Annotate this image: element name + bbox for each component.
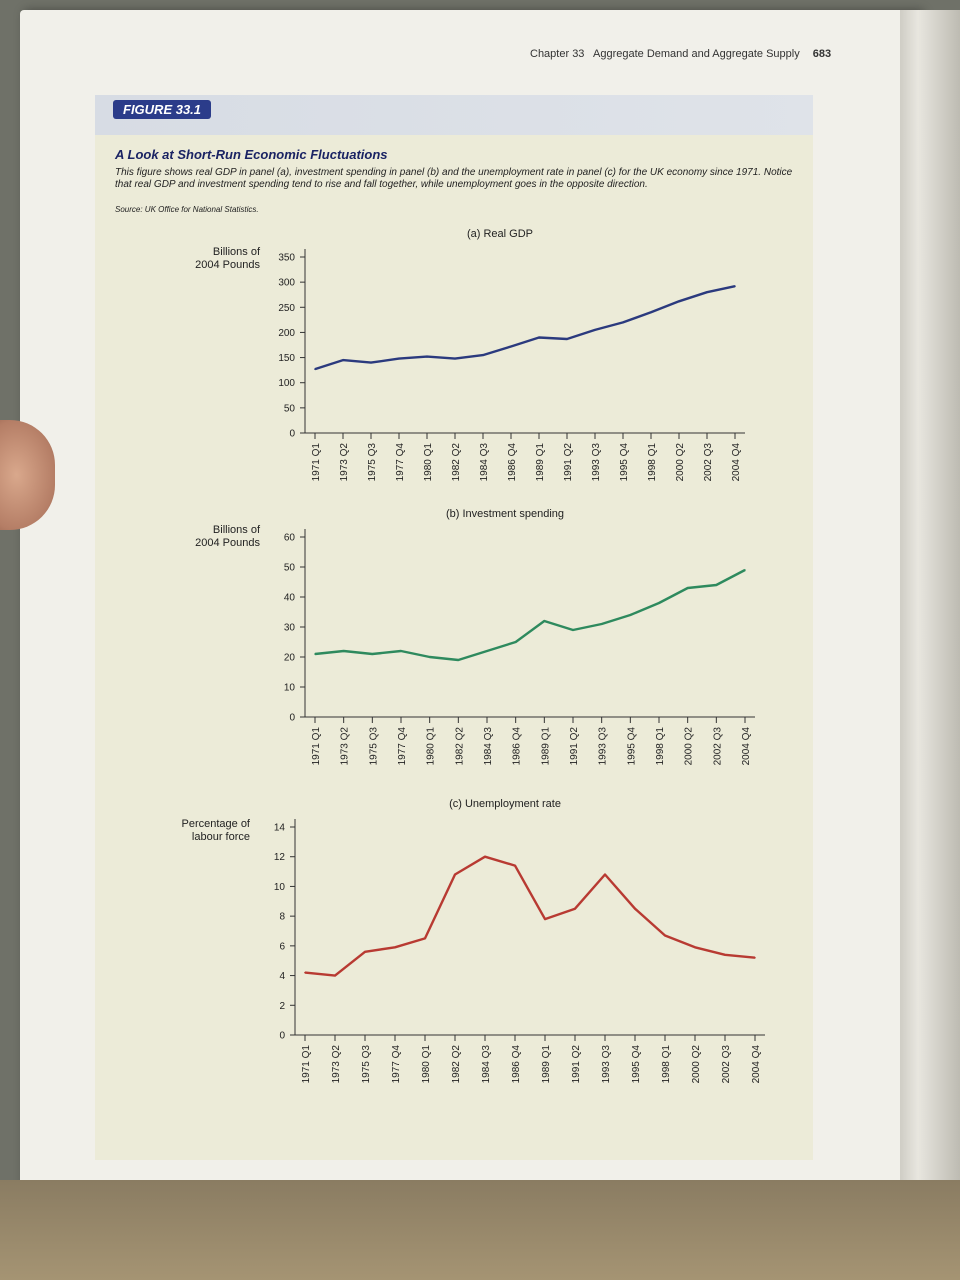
data-point bbox=[604, 874, 606, 876]
data-point bbox=[364, 951, 366, 953]
data-point bbox=[544, 620, 546, 622]
running-head bbox=[530, 48, 831, 60]
chart-title: (a) Real GDP bbox=[466, 228, 534, 240]
data-point bbox=[574, 908, 576, 910]
y-tick-label: 250 bbox=[278, 302, 295, 314]
data-point bbox=[334, 975, 336, 977]
x-tick-label: 1977 Q4 bbox=[395, 443, 406, 482]
x-tick-label: 1984 Q3 bbox=[483, 727, 494, 766]
chart-unemployment-rate bbox=[95, 795, 813, 1125]
chart-real-gdp bbox=[95, 225, 813, 495]
x-tick-label: 1971 Q1 bbox=[311, 443, 322, 482]
x-tick-label: 1975 Q3 bbox=[361, 1045, 372, 1084]
x-tick-label: 1980 Q1 bbox=[425, 727, 437, 766]
x-tick-label: 2000 Q2 bbox=[675, 443, 686, 482]
x-tick-label: 1973 Q2 bbox=[339, 727, 351, 766]
data-point bbox=[370, 362, 372, 364]
x-tick-label: 1991 Q2 bbox=[563, 443, 574, 482]
x-tick-label: 1980 Q1 bbox=[423, 443, 434, 482]
data-point bbox=[566, 338, 568, 340]
x-tick-label: 1995 Q4 bbox=[631, 1045, 642, 1084]
x-tick-label: 1989 Q1 bbox=[535, 443, 546, 482]
x-tick-label: 2002 Q3 bbox=[703, 443, 714, 482]
y-tick-label: 60 bbox=[283, 532, 295, 544]
x-tick-label: 1998 Q1 bbox=[655, 727, 666, 766]
x-tick-label: 1971 Q1 bbox=[311, 727, 322, 766]
x-tick-label: 1975 Q3 bbox=[367, 443, 378, 482]
series-line bbox=[305, 857, 755, 976]
x-tick-label: 2000 Q2 bbox=[683, 727, 695, 766]
figure-tag: FIGURE 33.1 bbox=[113, 100, 211, 119]
y-tick-label: 350 bbox=[278, 252, 295, 264]
x-tick-label: 1971 Q1 bbox=[301, 1045, 312, 1084]
data-point bbox=[754, 957, 756, 959]
y-tick-label: 0 bbox=[279, 1030, 285, 1042]
figure-title: A Look at Short-Run Economic Fluctuations bbox=[115, 147, 388, 162]
x-tick-label: 1993 Q3 bbox=[601, 1045, 612, 1084]
y-tick-label: 0 bbox=[289, 428, 295, 440]
x-tick-label: 1984 Q3 bbox=[479, 443, 490, 482]
data-point bbox=[678, 300, 680, 302]
x-tick-label: 1982 Q2 bbox=[451, 1045, 462, 1084]
x-tick-label: 1993 Q3 bbox=[597, 727, 609, 766]
data-point bbox=[634, 908, 636, 910]
chapter-number: Chapter 33 bbox=[530, 48, 585, 60]
chart-title: (b) Investment spending bbox=[445, 508, 565, 520]
y-tick-label: 30 bbox=[283, 622, 295, 634]
x-tick-label: 1998 Q1 bbox=[647, 443, 658, 482]
data-point bbox=[343, 650, 345, 652]
x-tick-label: 1973 Q2 bbox=[331, 1045, 342, 1084]
x-tick-label: 1986 Q4 bbox=[511, 1045, 522, 1084]
y-tick-label: 40 bbox=[283, 592, 295, 604]
x-tick-label: 1986 Q4 bbox=[507, 443, 518, 482]
chart-investment-spending bbox=[95, 505, 813, 785]
y-tick-label: 50 bbox=[283, 403, 295, 415]
data-point bbox=[514, 865, 516, 867]
x-tick-label: 2000 Q2 bbox=[691, 1045, 702, 1084]
data-point bbox=[538, 337, 540, 339]
x-tick-label: 1975 Q3 bbox=[368, 727, 380, 766]
data-point bbox=[622, 322, 624, 324]
y-tick-label: 2 bbox=[279, 1000, 285, 1012]
data-point bbox=[601, 623, 603, 625]
x-tick-label: 1977 Q4 bbox=[397, 727, 408, 766]
data-point bbox=[400, 650, 402, 652]
data-point bbox=[630, 614, 632, 616]
data-point bbox=[706, 291, 708, 293]
series-line bbox=[315, 286, 735, 369]
table-surface bbox=[0, 1180, 960, 1280]
data-point bbox=[429, 656, 431, 658]
data-point bbox=[304, 972, 306, 974]
y-tick-label: 0 bbox=[289, 712, 295, 724]
x-tick-label: 1995 Q4 bbox=[626, 727, 638, 766]
x-tick-label: 1984 Q3 bbox=[481, 1045, 492, 1084]
y-tick-label: 8 bbox=[279, 911, 285, 923]
data-point bbox=[482, 354, 484, 356]
y-tick-label: 50 bbox=[283, 562, 295, 574]
data-point bbox=[486, 650, 488, 652]
data-point bbox=[394, 947, 396, 949]
data-point bbox=[314, 653, 316, 655]
book-page-edges bbox=[900, 10, 960, 1240]
data-point bbox=[734, 285, 736, 287]
figure-source: Source: UK Office for National Statistics. bbox=[115, 205, 259, 214]
data-point bbox=[458, 659, 460, 661]
data-point bbox=[694, 947, 696, 949]
data-point bbox=[454, 874, 456, 876]
y-tick-label: 4 bbox=[279, 971, 285, 983]
x-tick-label: 2004 Q4 bbox=[731, 443, 742, 482]
data-point bbox=[724, 954, 726, 956]
y-tick-label: 100 bbox=[278, 378, 295, 390]
y-tick-label: 10 bbox=[283, 682, 295, 694]
y-tick-label: 20 bbox=[283, 652, 295, 664]
y-axis-label: Billions of 2004 Pounds bbox=[195, 246, 260, 271]
y-tick-label: 200 bbox=[278, 327, 295, 339]
data-point bbox=[515, 641, 517, 643]
y-tick-label: 10 bbox=[273, 881, 285, 893]
data-point bbox=[342, 359, 344, 361]
data-point bbox=[484, 856, 486, 858]
data-point bbox=[544, 918, 546, 920]
x-tick-label: 1995 Q4 bbox=[619, 443, 630, 482]
x-tick-label: 2002 Q3 bbox=[712, 727, 724, 766]
page-number: 683 bbox=[812, 48, 832, 60]
data-point bbox=[510, 346, 512, 348]
data-point bbox=[594, 329, 596, 331]
y-axis-label: Percentage of labour force bbox=[181, 818, 250, 843]
data-point bbox=[664, 935, 666, 937]
data-point bbox=[572, 629, 574, 631]
data-point bbox=[426, 356, 428, 358]
data-point bbox=[716, 584, 718, 586]
y-tick-label: 300 bbox=[278, 277, 295, 289]
data-point bbox=[650, 312, 652, 314]
x-tick-label: 1980 Q1 bbox=[421, 1045, 432, 1084]
data-point bbox=[687, 587, 689, 589]
x-tick-label: 1977 Q4 bbox=[391, 1045, 402, 1084]
y-tick-label: 6 bbox=[279, 941, 285, 953]
x-tick-label: 1991 Q2 bbox=[571, 1045, 582, 1084]
chart-title: (c) Unemployment rate bbox=[449, 798, 561, 810]
x-tick-label: 1989 Q1 bbox=[540, 727, 552, 766]
x-tick-label: 1986 Q4 bbox=[511, 727, 523, 766]
data-point bbox=[314, 368, 316, 370]
x-tick-label: 1989 Q1 bbox=[541, 1045, 552, 1084]
data-point bbox=[398, 358, 400, 360]
y-tick-label: 14 bbox=[273, 822, 285, 834]
y-tick-label: 12 bbox=[273, 852, 285, 864]
x-tick-label: 1982 Q2 bbox=[451, 443, 462, 482]
data-point bbox=[658, 602, 660, 604]
x-tick-label: 2002 Q3 bbox=[721, 1045, 732, 1084]
x-tick-label: 1993 Q3 bbox=[591, 443, 602, 482]
figure-caption: This figure shows real GDP in panel (a), investment spending in panel (b) and the unemployment rate in panel (c) for the UK economy since 1971. Notice that real GDP and investment spending tend to rise and fall together, while unemployment goes in the opposite direction. bbox=[115, 167, 793, 190]
x-tick-label: 1991 Q2 bbox=[569, 727, 580, 766]
x-tick-label: 1982 Q2 bbox=[454, 727, 466, 766]
data-point bbox=[454, 358, 456, 360]
data-point bbox=[424, 938, 426, 940]
series-line bbox=[315, 570, 745, 660]
figure-box bbox=[95, 95, 813, 1160]
x-tick-label: 2004 Q4 bbox=[751, 1045, 762, 1084]
x-tick-label: 2004 Q4 bbox=[741, 727, 752, 766]
x-tick-label: 1973 Q2 bbox=[339, 443, 350, 482]
y-axis-label: Billions of 2004 Pounds bbox=[195, 524, 260, 549]
data-point bbox=[744, 569, 746, 571]
x-tick-label: 1998 Q1 bbox=[661, 1045, 672, 1084]
y-tick-label: 150 bbox=[278, 353, 295, 365]
data-point bbox=[372, 653, 374, 655]
chapter-title: Aggregate Demand and Aggregate Supply bbox=[593, 48, 800, 60]
